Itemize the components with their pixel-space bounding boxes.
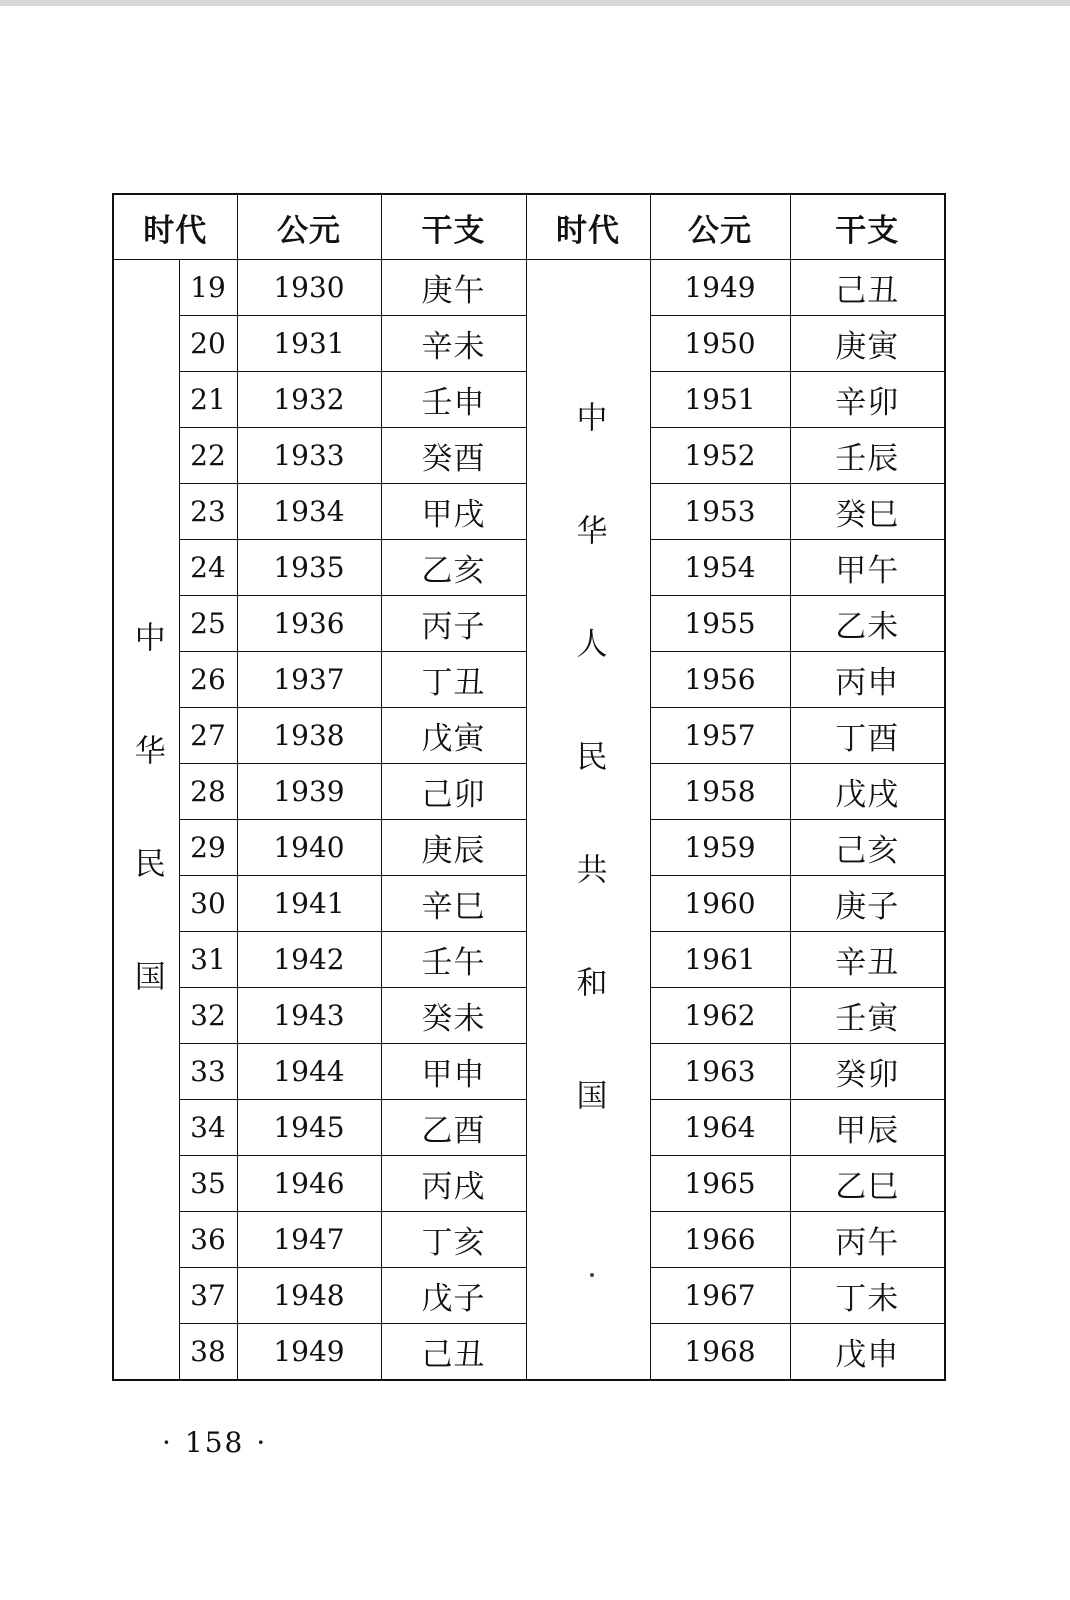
header-era-right: 时代 [526,194,650,260]
republic-year-index: 27 [179,708,237,764]
year-cell-left: 1938 [237,708,381,764]
year-cell-right: 1965 [650,1156,790,1212]
page-number-dot-right: · [256,1426,268,1459]
republic-year-index: 28 [179,764,237,820]
ganzhi-year-table [112,193,946,1381]
year-cell-left: 1936 [237,596,381,652]
year-cell-left: 1941 [237,876,381,932]
ganzhi-cell-right: 庚寅 [790,316,945,372]
republic-year-index: 38 [179,1324,237,1381]
ganzhi-cell-right: 癸卯 [790,1044,945,1100]
ganzhi-cell-left: 辛巳 [381,876,526,932]
ganzhi-cell-right: 戊申 [790,1324,945,1381]
ganzhi-cell-left: 乙亥 [381,540,526,596]
year-cell-right: 1953 [650,484,790,540]
era-label-right-text: 中华人民共和国 [570,401,607,1192]
page-number [150,1426,279,1459]
year-cell-right: 1958 [650,764,790,820]
ganzhi-cell-right: 辛丑 [790,932,945,988]
year-cell-left: 1940 [237,820,381,876]
year-cell-right: 1968 [650,1324,790,1381]
year-cell-right: 1959 [650,820,790,876]
year-cell-right: 1963 [650,1044,790,1100]
era-label-left-text: 中华民国 [128,620,165,1073]
ganzhi-cell-right: 丙申 [790,652,945,708]
year-cell-left: 1933 [237,428,381,484]
year-cell-right: 1960 [650,876,790,932]
year-cell-right: 1967 [650,1268,790,1324]
year-cell-right: 1964 [650,1100,790,1156]
ganzhi-cell-left: 庚午 [381,260,526,316]
year-cell-right: 1966 [650,1212,790,1268]
ganzhi-cell-left: 丁丑 [381,652,526,708]
republic-year-index: 25 [179,596,237,652]
ganzhi-cell-right: 戊戌 [790,764,945,820]
republic-year-index: 33 [179,1044,237,1100]
republic-year-index: 22 [179,428,237,484]
year-cell-left: 1946 [237,1156,381,1212]
header-year-right: 公元 [650,194,790,260]
page-number-value: 158 [184,1426,245,1459]
table-header-row [113,194,945,260]
year-cell-left: 1932 [237,372,381,428]
ganzhi-cell-right: 己亥 [790,820,945,876]
header-ganzhi-right: 干支 [790,194,945,260]
republic-year-index: 24 [179,540,237,596]
stray-dot [590,1273,594,1277]
republic-year-index: 19 [179,260,237,316]
ganzhi-cell-left: 丙子 [381,596,526,652]
ganzhi-cell-left: 甲申 [381,1044,526,1100]
ganzhi-cell-left: 庚辰 [381,820,526,876]
ganzhi-cell-left: 乙酉 [381,1100,526,1156]
republic-year-index: 21 [179,372,237,428]
ganzhi-cell-left: 癸酉 [381,428,526,484]
ganzhi-cell-left: 戊子 [381,1268,526,1324]
ganzhi-cell-left: 丙戌 [381,1156,526,1212]
ganzhi-cell-right: 甲辰 [790,1100,945,1156]
era-label-left [113,260,179,1381]
year-cell-left: 1930 [237,260,381,316]
table-body [113,260,945,1381]
year-cell-left: 1943 [237,988,381,1044]
ganzhi-cell-right: 辛卯 [790,372,945,428]
republic-year-index: 29 [179,820,237,876]
year-cell-right: 1950 [650,316,790,372]
republic-year-index: 30 [179,876,237,932]
ganzhi-cell-right: 丙午 [790,1212,945,1268]
ganzhi-cell-right: 丁酉 [790,708,945,764]
republic-year-index: 32 [179,988,237,1044]
year-cell-right: 1956 [650,652,790,708]
year-cell-right: 1955 [650,596,790,652]
year-cell-left: 1931 [237,316,381,372]
table-row [113,260,945,316]
year-cell-left: 1935 [237,540,381,596]
ganzhi-cell-left: 己卯 [381,764,526,820]
ganzhi-cell-left: 辛未 [381,316,526,372]
era-label-right [526,260,650,1381]
republic-year-index: 20 [179,316,237,372]
page-number-dot-left: · [162,1426,173,1459]
ganzhi-cell-left: 丁亥 [381,1212,526,1268]
year-cell-left: 1937 [237,652,381,708]
year-cell-left: 1947 [237,1212,381,1268]
year-cell-right: 1952 [650,428,790,484]
year-cell-right: 1951 [650,372,790,428]
ganzhi-cell-right: 甲午 [790,540,945,596]
year-cell-left: 1942 [237,932,381,988]
year-cell-left: 1945 [237,1100,381,1156]
ganzhi-cell-left: 甲戌 [381,484,526,540]
republic-year-index: 35 [179,1156,237,1212]
republic-year-index: 36 [179,1212,237,1268]
ganzhi-cell-right: 乙巳 [790,1156,945,1212]
ganzhi-cell-left: 壬申 [381,372,526,428]
ganzhi-cell-left: 癸未 [381,988,526,1044]
ganzhi-cell-right: 壬辰 [790,428,945,484]
year-cell-right: 1962 [650,988,790,1044]
ganzhi-cell-right: 庚子 [790,876,945,932]
page-top-edge [0,0,1070,6]
header-ganzhi-left: 干支 [381,194,526,260]
header-year-left: 公元 [237,194,381,260]
year-cell-left: 1948 [237,1268,381,1324]
ganzhi-cell-left: 己丑 [381,1324,526,1381]
republic-year-index: 23 [179,484,237,540]
year-cell-left: 1944 [237,1044,381,1100]
republic-year-index: 26 [179,652,237,708]
ganzhi-cell-right: 壬寅 [790,988,945,1044]
ganzhi-cell-right: 癸巳 [790,484,945,540]
year-cell-right: 1954 [650,540,790,596]
year-cell-right: 1961 [650,932,790,988]
ganzhi-cell-right: 己丑 [790,260,945,316]
ganzhi-cell-right: 乙未 [790,596,945,652]
ganzhi-cell-right: 丁未 [790,1268,945,1324]
year-cell-left: 1934 [237,484,381,540]
republic-year-index: 31 [179,932,237,988]
ganzhi-cell-left: 壬午 [381,932,526,988]
year-cell-left: 1949 [237,1324,381,1381]
republic-year-index: 37 [179,1268,237,1324]
header-era-left: 时代 [113,194,237,260]
ganzhi-cell-left: 戊寅 [381,708,526,764]
year-cell-right: 1949 [650,260,790,316]
republic-year-index: 34 [179,1100,237,1156]
year-cell-left: 1939 [237,764,381,820]
year-cell-right: 1957 [650,708,790,764]
